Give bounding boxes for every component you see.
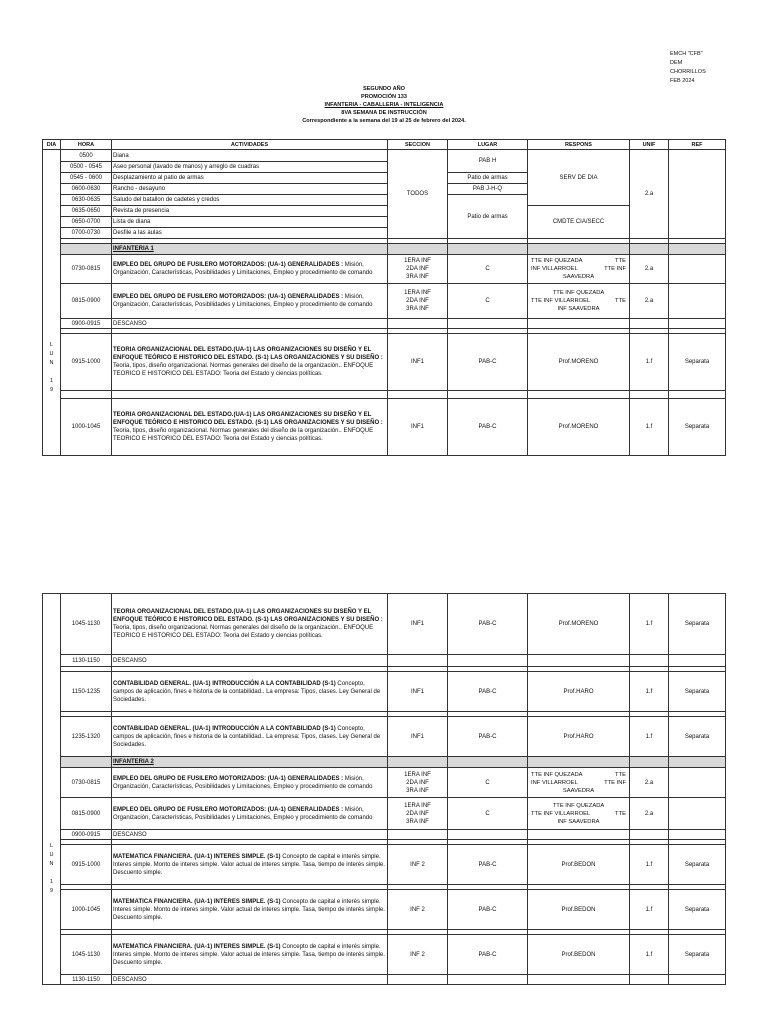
lugar-cell: PAB H bbox=[448, 150, 528, 173]
seccion-cell: 1ERA INF 2DA INF 3RA INF bbox=[388, 768, 448, 798]
activity-cell: Desfile a las aulas bbox=[112, 228, 388, 239]
lugar-cell: Patio de armas bbox=[448, 195, 528, 239]
activity-cell: Diana bbox=[112, 150, 388, 162]
hora-cell: 0650-0700 bbox=[61, 217, 112, 228]
hora-cell: 0815-0900 bbox=[61, 798, 112, 830]
activity-cell: DESCANSO bbox=[112, 319, 388, 329]
day-letter: L bbox=[49, 843, 54, 849]
activity-title: CONTABILIDAD GENERAL. (UA-1) INTRODUCCIÓN A LA CONTABILIDAD (S-1) bbox=[113, 725, 336, 732]
activity-detail: Concepto, campos de aplicación, fines e historia de la contabilidad.. La empresa: Tipos, clases. Ley General de Sociedades. bbox=[113, 680, 381, 703]
col-hora: HORA bbox=[61, 140, 112, 150]
activity-cell bbox=[112, 284, 388, 319]
activity-detail: Concepto de capital e interés simple. Interes simple. Monto de interes simple. Valor actual de interes simple. Tasa, tiempo de interés simple. Descuento simple. bbox=[113, 898, 385, 921]
activity-cell bbox=[112, 255, 388, 284]
unif-cell: 2.a bbox=[630, 150, 669, 239]
activity-cell bbox=[112, 334, 388, 391]
hora-cell: 1000-1045 bbox=[61, 890, 112, 930]
hora-cell: 0900-0915 bbox=[61, 830, 112, 840]
activity-cell: Lista de diana bbox=[112, 217, 388, 228]
activity-cell bbox=[112, 768, 388, 798]
hora-cell: 1000-1045 bbox=[61, 399, 112, 456]
respons-cell: Prof.HARO bbox=[528, 717, 630, 757]
activity-detail: Teoria, tipos, diseño organizacional. Normas generales del diseño de la organización.. ENFOQUE TEORICO E HISTORICO DEL ESTADO: Teoria del Estado y ciencias políticas. bbox=[113, 363, 374, 377]
activity-title: MATEMATICA FINANCIERA. (UA-1) INTERES SIMPLE. (S-1) bbox=[113, 943, 281, 950]
activity-detail: Misión, Organización, Características, Posibilidades y Limitaciones, Empleo y procedimiento de comando bbox=[113, 806, 373, 821]
lugar-cell: C bbox=[448, 768, 528, 798]
seccion-cell: 1ERA INF 2DA INF 3RA INF bbox=[388, 255, 448, 284]
unif-cell: 1.f bbox=[630, 672, 669, 712]
respons-cell: Prof.MORENO bbox=[528, 594, 630, 655]
unif-cell: 2.a bbox=[630, 798, 669, 830]
lugar-cell: PAB-C bbox=[448, 890, 528, 930]
activity-title: EMPLEO DEL GRUPO DE FUSILERO MOTORIZADOS: (UA-1) GENERALIDADES : bbox=[113, 262, 344, 268]
org-line: CHORRILLOS bbox=[670, 69, 706, 75]
section-label-infanteria-1: INFANTERIA 1 bbox=[112, 244, 388, 255]
hora-cell: 0915-1000 bbox=[61, 845, 112, 885]
spacer-row bbox=[43, 391, 726, 399]
table-row bbox=[43, 798, 726, 830]
activity-detail: Misión, Organización, Características, Posibilidades y Limitaciones, Empleo y procedimiento de comando bbox=[113, 775, 373, 790]
respons-cell: Prof.MORENO bbox=[528, 334, 630, 391]
hora-cell: 0635-0650 bbox=[61, 206, 112, 217]
day-letter: U bbox=[49, 350, 54, 357]
activity-cell: Aseo personal (lavado de manos) y arreglo de cuadras bbox=[112, 162, 388, 173]
unif-cell: 2.a bbox=[630, 284, 669, 319]
activity-cell: DESCANSO bbox=[112, 830, 388, 840]
activity-cell bbox=[112, 935, 388, 975]
table-row bbox=[43, 768, 726, 798]
hora-cell: 0600-0630 bbox=[61, 184, 112, 195]
seccion-cell: INF1 bbox=[388, 334, 448, 391]
activity-detail: Concepto, campos de aplicación, fines e historia de la contabilidad.. La empresa: Tipos, clases. Ley General de Sociedades. bbox=[113, 725, 381, 748]
section-row bbox=[43, 757, 726, 768]
respons-cell: SERV DE DIA bbox=[528, 150, 630, 206]
col-dia: DIA bbox=[43, 140, 61, 150]
unif-cell: 1.f bbox=[630, 890, 669, 930]
seccion-cell: INF1 bbox=[388, 594, 448, 655]
activity-title: EMPLEO DEL GRUPO DE FUSILERO MOTORIZADOS: (UA-1) GENERALIDADES : bbox=[113, 806, 344, 813]
table-row bbox=[43, 975, 726, 985]
ref-cell: Separata bbox=[669, 334, 726, 391]
unif-cell: 2.a bbox=[630, 768, 669, 798]
table-row bbox=[43, 334, 726, 391]
table-row bbox=[43, 399, 726, 456]
activity-title: MATEMATICA FINANCIERA. (UA-1) INTERES SIMPLE. (S-1) bbox=[113, 898, 281, 905]
lugar-cell: PAB-C bbox=[448, 935, 528, 975]
ref-cell bbox=[669, 284, 726, 319]
unif-cell: 1.f bbox=[630, 717, 669, 757]
table-row bbox=[43, 845, 726, 885]
activity-title: MATEMATICA FINANCIERA. (UA-1) INTERES SIMPLE. (S-1) bbox=[113, 853, 281, 860]
activity-cell: Rancho - desayuno bbox=[112, 184, 388, 195]
table-row bbox=[43, 717, 726, 757]
seccion-cell: INF1 bbox=[388, 672, 448, 712]
lugar-cell: C bbox=[448, 255, 528, 284]
lugar-cell: PAB-C bbox=[448, 672, 528, 712]
seccion-cell: 1ERA INF 2DA INF 3RA INF bbox=[388, 284, 448, 319]
table-row bbox=[43, 890, 726, 930]
unif-cell: 1.f bbox=[630, 334, 669, 391]
document-title bbox=[0, 85, 768, 125]
title-dates: Correspondiente a la semana del 19 al 25 de febrero del 2024. bbox=[302, 118, 466, 124]
unif-cell: 1.f bbox=[630, 845, 669, 885]
section-label-infanteria-2: INFANTERIA 2 bbox=[112, 757, 388, 768]
day-letter: U bbox=[49, 852, 54, 858]
seccion-cell: INF 2 bbox=[388, 845, 448, 885]
hora-cell: 1130-1150 bbox=[61, 655, 112, 667]
hora-cell: 0730-0815 bbox=[61, 255, 112, 284]
org-line: FEB 2024 bbox=[670, 78, 695, 84]
activity-cell bbox=[112, 890, 388, 930]
col-unif: UNIF bbox=[630, 140, 669, 150]
schedule-table-2 bbox=[42, 593, 726, 985]
ref-cell bbox=[669, 768, 726, 798]
hora-cell: 1045-1130 bbox=[61, 594, 112, 655]
ref-cell bbox=[669, 150, 726, 239]
table-row bbox=[43, 655, 726, 667]
seccion-cell: INF 2 bbox=[388, 890, 448, 930]
activity-cell: Saludo del batallon de cadetes y credos bbox=[112, 195, 388, 206]
schedule-table-1 bbox=[42, 139, 726, 456]
ref-cell: Separata bbox=[669, 399, 726, 456]
lugar-cell: PAB-C bbox=[448, 594, 528, 655]
title-promotion: PROMOCIÓN 133 bbox=[360, 94, 407, 100]
activity-title: TEORIA ORGANIZACIONAL DEL ESTADO.(UA-1) LAS ORGANIZACIONES SU DISEÑO Y EL ENFOQUE TEÓRICO E HISTORICO DEL ESTADO. (S-1) LAS ORGANIZACIONES Y SU DISEÑO : bbox=[113, 347, 383, 361]
unif-cell: 2.a bbox=[630, 255, 669, 284]
table-row bbox=[43, 284, 726, 319]
activity-title: EMPLEO DEL GRUPO DE FUSILERO MOTORIZADOS: (UA-1) GENERALIDADES : bbox=[113, 294, 344, 300]
day-letter bbox=[44, 368, 59, 377]
lugar-cell: C bbox=[448, 798, 528, 830]
day-letter: L bbox=[49, 341, 54, 348]
col-seccion: SECCION bbox=[388, 140, 448, 150]
activity-cell bbox=[112, 399, 388, 456]
activity-detail: Misión, Organización, Características, Posibilidades y Limitaciones, Empleo y procedimiento de comando bbox=[113, 294, 373, 308]
respons-cell: Prof.BEDON bbox=[528, 890, 630, 930]
title-branches: INFANTERIA - CABALLERIA - INTELIGENCIA bbox=[324, 102, 444, 108]
col-respons: RESPONS bbox=[528, 140, 630, 150]
hora-cell: 0730-0815 bbox=[61, 768, 112, 798]
respons-cell: TTE INF QUEZADA TTE INF VILLARROEL TTE INF SAAVEDRA bbox=[528, 798, 630, 830]
org-header bbox=[670, 50, 706, 86]
activity-detail: Teoria, tipos, diseño organizacional. Normas generales del diseño de la organización.. ENFOQUE TEORICO E HISTORICO DEL ESTADO: Teoria del Estado y ciencias políticas. bbox=[113, 625, 374, 639]
table-row bbox=[43, 672, 726, 712]
day-letter bbox=[44, 869, 59, 878]
respons-cell: CMDTE CIA/SECC bbox=[528, 206, 630, 239]
activity-cell: Desplazamiento al patio de armas bbox=[112, 173, 388, 184]
ref-cell: Separata bbox=[669, 890, 726, 930]
hora-cell: 1130-1150 bbox=[61, 975, 112, 985]
seccion-cell: INF 2 bbox=[388, 935, 448, 975]
activity-cell: Revista de presencia bbox=[112, 206, 388, 217]
activity-cell bbox=[112, 845, 388, 885]
hora-cell: 0815-0900 bbox=[61, 284, 112, 319]
day-cell bbox=[43, 594, 61, 985]
lugar-cell: PAB J-H-Q bbox=[448, 184, 528, 195]
respons-cell: Prof.BEDON bbox=[528, 845, 630, 885]
org-line: EMCH "CFB" bbox=[670, 51, 703, 57]
col-actividades: ACTIVIDADES bbox=[112, 140, 388, 150]
respons-cell: Prof.HARO bbox=[528, 672, 630, 712]
unif-cell: 1.f bbox=[630, 399, 669, 456]
day-letter: 9 bbox=[49, 888, 54, 894]
table-row bbox=[43, 255, 726, 284]
activity-detail: Teoria, tipos, diseño organizacional. Normas generales del diseño de la organización.. ENFOQUE TEORICO E HISTORICO DEL ESTADO: Teoria del Estado y ciencias políticas. bbox=[113, 428, 374, 442]
activity-title: TEORIA ORGANIZACIONAL DEL ESTADO.(UA-1) LAS ORGANIZACIONES SU DISEÑO Y EL ENFOQUE TEÓRICO E HISTORICO DEL ESTADO. (S-1) LAS ORGANIZACIONES Y SU DISEÑO : bbox=[113, 412, 383, 426]
ref-cell: Separata bbox=[669, 594, 726, 655]
hora-cell: 1235-1320 bbox=[61, 717, 112, 757]
lugar-cell: C bbox=[448, 284, 528, 319]
lugar-cell: Patio de armas bbox=[448, 173, 528, 184]
table-row bbox=[43, 935, 726, 975]
unif-cell: 1.f bbox=[630, 594, 669, 655]
title-year: SEGUNDO AÑO bbox=[362, 86, 406, 92]
respons-cell: Prof.MORENO bbox=[528, 399, 630, 456]
hora-cell: 0700-0730 bbox=[61, 228, 112, 239]
respons-cell: Prof.BEDON bbox=[528, 935, 630, 975]
day-letter: 1 bbox=[49, 377, 54, 384]
day-cell bbox=[43, 150, 61, 456]
activity-cell bbox=[112, 717, 388, 757]
day-letter: N bbox=[49, 861, 54, 867]
header-row bbox=[43, 140, 726, 150]
hora-cell: 0500 bbox=[61, 150, 112, 162]
unif-cell: 1.f bbox=[630, 935, 669, 975]
activity-title: CONTABILIDAD GENERAL. (UA-1) INTRODUCCIÓN A LA CONTABILIDAD (S-1) bbox=[113, 680, 336, 687]
ref-cell: Separata bbox=[669, 935, 726, 975]
activity-detail: Misión, Organización, Características, Posibilidades y Limitaciones, Empleo y procedimiento de comando bbox=[113, 262, 373, 276]
activity-detail: Concepto de capital e interés simple. Interes simple. Monto de interes simple. Valor actual de interes simple. Tasa, tiempo de interés simple. Descuento simple. bbox=[113, 853, 385, 876]
section-row bbox=[43, 244, 726, 255]
table-row bbox=[43, 150, 726, 162]
table-row bbox=[43, 594, 726, 655]
ref-cell: Separata bbox=[669, 845, 726, 885]
activity-cell: DESCANSO bbox=[112, 655, 388, 667]
table-row bbox=[43, 319, 726, 329]
activity-title: EMPLEO DEL GRUPO DE FUSILERO MOTORIZADOS: (UA-1) GENERALIDADES : bbox=[113, 775, 344, 782]
ref-cell bbox=[669, 255, 726, 284]
ref-cell: Separata bbox=[669, 672, 726, 712]
activity-cell bbox=[112, 798, 388, 830]
col-lugar: LUGAR bbox=[448, 140, 528, 150]
org-line: DEM bbox=[670, 60, 683, 66]
seccion-cell: INF1 bbox=[388, 717, 448, 757]
respons-cell: TTE INF QUEZADA TTE INF VILLARROEL TTE INF SAAVEDRA bbox=[528, 768, 630, 798]
hora-cell: 0630-0635 bbox=[61, 195, 112, 206]
lugar-cell: PAB-C bbox=[448, 334, 528, 391]
seccion-cell: 1ERA INF 2DA INF 3RA INF bbox=[388, 798, 448, 830]
title-week: 8VA SEMANA DE INSTRUCCIÓN bbox=[341, 110, 427, 116]
activity-cell: DESCANSO bbox=[112, 975, 388, 985]
table-row bbox=[43, 830, 726, 840]
table-row bbox=[43, 206, 726, 217]
col-ref: REF bbox=[669, 140, 726, 150]
respons-cell: TTE INF QUEZADA TTE INF VILLARROEL TTE INF SAAVEDRA bbox=[528, 255, 630, 284]
lugar-cell: PAB-C bbox=[448, 399, 528, 456]
activity-detail: Concepto de capital e interés simple. Interes simple. Monto de interes simple. Valor actual de interes simple. Tasa, tiempo de interés simple. Descuento simple. bbox=[113, 943, 385, 966]
hora-cell: 0545 - 0600 bbox=[61, 173, 112, 184]
hora-cell: 0500 - 0545 bbox=[61, 162, 112, 173]
activity-cell bbox=[112, 594, 388, 655]
day-letter: 9 bbox=[49, 386, 54, 393]
seccion-cell: INF1 bbox=[388, 399, 448, 456]
day-letter: 1 bbox=[49, 879, 54, 885]
respons-cell: TTE INF QUEZADA TTE INF VILLARROEL TTE INF SAAVEDRA bbox=[528, 284, 630, 319]
lugar-cell: PAB-C bbox=[448, 717, 528, 757]
ref-cell: Separata bbox=[669, 717, 726, 757]
hora-cell: 0915-1000 bbox=[61, 334, 112, 391]
lugar-cell: PAB-C bbox=[448, 845, 528, 885]
hora-cell: 1045-1130 bbox=[61, 935, 112, 975]
day-letter: N bbox=[49, 359, 54, 366]
hora-cell: 1150-1235 bbox=[61, 672, 112, 712]
seccion-cell: TODOS bbox=[388, 150, 448, 239]
ref-cell bbox=[669, 798, 726, 830]
activity-cell bbox=[112, 672, 388, 712]
activity-title: TEORIA ORGANIZACIONAL DEL ESTADO.(UA-1) LAS ORGANIZACIONES SU DISEÑO Y EL ENFOQUE TEÓRICO E HISTORICO DEL ESTADO. (S-1) LAS ORGANIZACIONES Y SU DISEÑO : bbox=[113, 609, 383, 623]
hora-cell: 0900-0915 bbox=[61, 319, 112, 329]
